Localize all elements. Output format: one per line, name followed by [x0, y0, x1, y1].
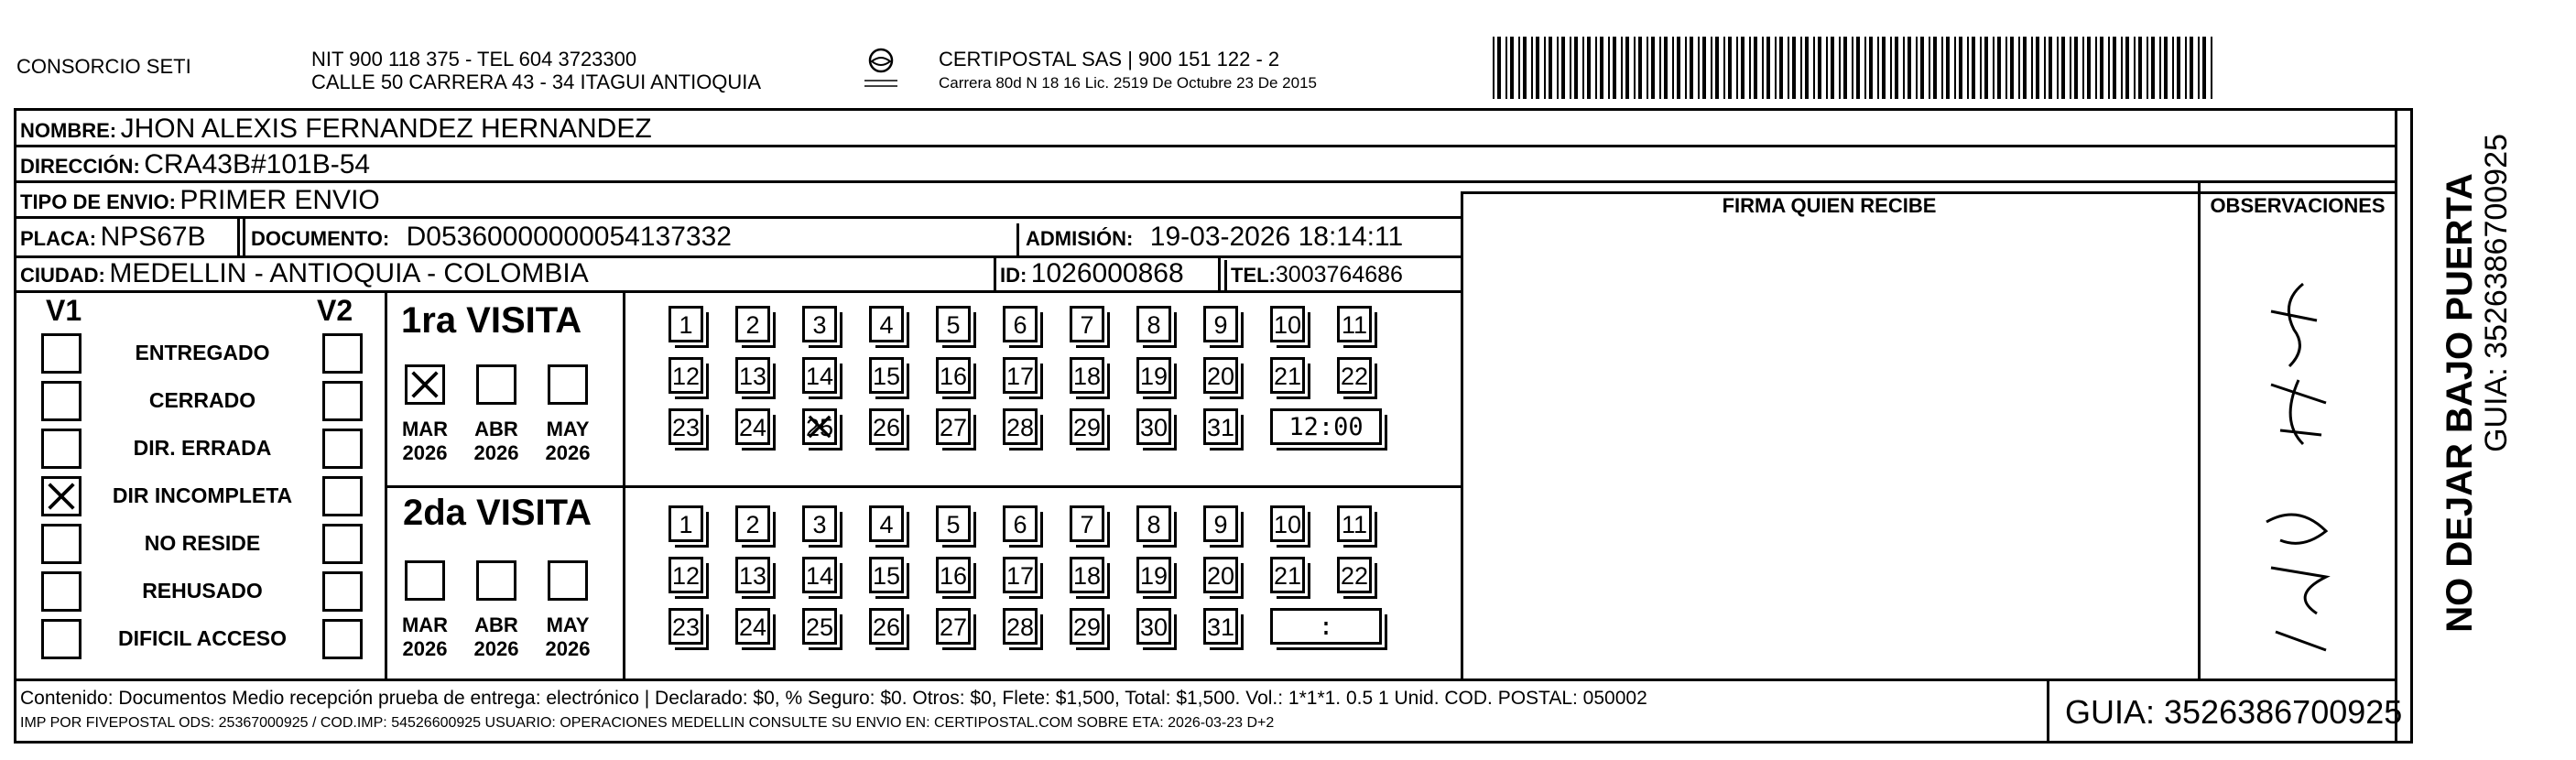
- barcode-bar: [1741, 37, 1745, 99]
- day-box: 14: [802, 557, 837, 593]
- barcode-bar: [2061, 37, 2065, 99]
- barcode-bar: [1664, 37, 1668, 99]
- barcode-bar: [1698, 37, 1700, 99]
- id-label: ID:: [1000, 264, 1027, 287]
- barcode-bar: [1831, 37, 1834, 99]
- barcode-bar: [1818, 37, 1821, 99]
- month-label: MAY 2026: [545, 613, 591, 661]
- status-option-label: DIR INCOMPLETA: [112, 483, 293, 507]
- day-box: 24: [735, 408, 770, 445]
- placa-label: PLACA:: [20, 227, 97, 250]
- v2-checkbox: [322, 476, 363, 516]
- barcode-bar: [1805, 37, 1809, 99]
- barcode-bar: [1788, 37, 1789, 99]
- day-box: 6: [1003, 306, 1038, 342]
- v1-checkbox: [41, 476, 82, 516]
- ciudad-label: CIUDAD:: [20, 264, 105, 287]
- id-value: 1026000868: [1030, 258, 1184, 288]
- barcode-bar: [1993, 37, 1994, 99]
- month-checkbox: [405, 364, 445, 405]
- day-box: 4: [869, 505, 904, 542]
- documento-value: D05360000000054137332: [406, 222, 732, 252]
- day-box: 10: [1270, 505, 1305, 542]
- barcode-bar: [2108, 37, 2110, 99]
- barcode-bar: [1775, 37, 1777, 99]
- day-box: 5: [936, 306, 971, 342]
- day-box: 28: [1003, 608, 1038, 645]
- barcode-bar: [1493, 37, 1495, 99]
- barcode-bar: [1903, 37, 1905, 99]
- barcode-bar: [1869, 37, 1873, 99]
- day-box: 3: [802, 505, 837, 542]
- barcode-bar: [2036, 37, 2039, 99]
- barcode-bar: [1920, 37, 1924, 99]
- barcode-bar: [1839, 37, 1841, 99]
- barcode-bar: [2100, 37, 2103, 99]
- v1-checkbox: [41, 429, 82, 469]
- barcode-bar: [1600, 37, 1603, 99]
- day-box: 21: [1270, 557, 1305, 593]
- address-line: CALLE 50 CARRERA 43 - 34 ITAGUI ANTIOQUIA: [311, 71, 762, 93]
- barcode-bar: [2134, 37, 2136, 99]
- day-box: 12: [668, 557, 703, 593]
- day-box: 7: [1070, 505, 1104, 542]
- barcode-bar: [1638, 37, 1642, 99]
- barcode-bar: [1933, 37, 1937, 99]
- barcode-bar: [1595, 37, 1597, 99]
- v2-checkbox: [322, 429, 363, 469]
- v1-checkbox: [41, 333, 82, 374]
- day-box: 23: [668, 408, 703, 445]
- day-box: 15: [869, 557, 904, 593]
- day-box: 8: [1136, 306, 1171, 342]
- barcode-bar: [1647, 37, 1648, 99]
- barcode-bar: [1518, 37, 1520, 99]
- barcode-bar: [2164, 37, 2168, 99]
- day-box: 24: [735, 608, 770, 645]
- documento-label: DOCUMENTO:: [251, 227, 390, 250]
- day-box: 20: [1203, 557, 1238, 593]
- day-box: 29: [1070, 408, 1104, 445]
- month-label: MAR 2026: [401, 613, 449, 661]
- certi-license: Carrera 80d N 18 16 Lic. 2519 De Octubre 23 De 2015: [939, 74, 1317, 92]
- barcode-bar: [1634, 37, 1636, 99]
- month-label: MAR 2026: [401, 418, 449, 465]
- month-label: ABR 2026: [473, 418, 519, 465]
- observaciones-handwriting: [2216, 247, 2376, 678]
- footer-content: Contenido: Documentos Medio recepción prueba de entrega: electrónico | Declarado: $0, % Seguro: $0. Otros: $0, Flete: $1,500, Total: $1,500. Vol.: 1*1*1. 0.5 1 Unid. COD. POSTAL: 050002: [20, 688, 1647, 709]
- barcode-bar: [1736, 37, 1738, 99]
- nombre-value: JHON ALEXIS FERNANDEZ HERNANDEZ: [120, 114, 652, 144]
- barcode-bar: [1941, 37, 1943, 99]
- v2-checkbox: [322, 381, 363, 421]
- barcode-bar: [2125, 37, 2129, 99]
- barcode-bar: [1984, 37, 1988, 99]
- barcode-bar: [1685, 37, 1687, 99]
- barcode-bar: [1792, 37, 1796, 99]
- day-box: 23: [668, 608, 703, 645]
- barcode-bar: [1882, 37, 1886, 99]
- barcode-bar: [2082, 37, 2084, 99]
- barcode-bar: [1895, 37, 1898, 99]
- barcode-bar: [1877, 37, 1879, 99]
- day-box: 1: [668, 505, 703, 542]
- barcode-bar: [1800, 37, 1802, 99]
- status-option-label: DIR. ERRADA: [133, 436, 272, 460]
- day-box: 20: [1203, 357, 1238, 394]
- tipo-value: PRIMER ENVIO: [179, 185, 380, 215]
- barcode-bar: [1613, 37, 1616, 99]
- barcode-bar: [2172, 37, 2174, 99]
- barcode: [1493, 37, 2225, 99]
- direccion-value: CRA43B#101B-54: [144, 149, 371, 179]
- day-box: 22: [1337, 557, 1372, 593]
- day-box: 16: [936, 557, 971, 593]
- day-box: 8: [1136, 505, 1171, 542]
- barcode-bar: [1916, 37, 1918, 99]
- barcode-bar: [1723, 37, 1725, 99]
- barcode-bar: [1544, 37, 1546, 99]
- day-box: 19: [1136, 357, 1171, 394]
- month-label: MAY 2026: [545, 418, 591, 465]
- day-box: 2: [735, 505, 770, 542]
- v2-checkbox: [322, 619, 363, 659]
- ciudad-value: MEDELLIN - ANTIOQUIA - COLOMBIA: [109, 258, 589, 288]
- tipo-label: TIPO DE ENVIO:: [20, 190, 176, 213]
- day-box: 10: [1270, 306, 1305, 342]
- barcode-bar: [1690, 37, 1693, 99]
- barcode-bar: [1843, 37, 1847, 99]
- barcode-bar: [2070, 37, 2071, 99]
- no-dejar-bajo-puerta: NO DEJAR BAJO PUERTA: [2440, 173, 2480, 633]
- day-box: 19: [1136, 557, 1171, 593]
- status-option-label: REHUSADO: [142, 579, 263, 603]
- day-box: 26: [869, 608, 904, 645]
- placa-value: NPS67B: [100, 222, 206, 252]
- day-box: 17: [1003, 557, 1038, 593]
- v1-checkbox: [41, 524, 82, 564]
- barcode-bar: [1980, 37, 1982, 99]
- barcode-bar: [1531, 37, 1533, 99]
- day-box: 2: [735, 306, 770, 342]
- visit2-title: 2da VISITA: [403, 493, 592, 533]
- day-box: 4: [869, 306, 904, 342]
- day-box: 14: [802, 357, 837, 394]
- side-guia: GUIA: 3526386700925: [2479, 134, 2514, 452]
- barcode-bar: [1766, 37, 1770, 99]
- day-box: 16: [936, 357, 971, 394]
- barcode-bar: [1659, 37, 1661, 99]
- day-box: 31: [1203, 608, 1238, 645]
- day-box: 13: [735, 557, 770, 593]
- status-option-label: CERRADO: [148, 388, 256, 412]
- barcode-bar: [1715, 37, 1719, 99]
- day-box: 18: [1070, 557, 1104, 593]
- v2-checkbox: [322, 333, 363, 374]
- barcode-bar: [1864, 37, 1866, 99]
- day-box: 18: [1070, 357, 1104, 394]
- day-box: 7: [1070, 306, 1104, 342]
- visit1-title: 1ra VISITA: [401, 300, 582, 341]
- day-box: 9: [1203, 505, 1238, 542]
- barcode-bar: [1608, 37, 1610, 99]
- nombre-label: NOMBRE:: [20, 119, 117, 142]
- barcode-bar: [2177, 37, 2180, 99]
- company-name: CONSORCIO SETI: [16, 55, 191, 78]
- day-box: 12: [668, 357, 703, 394]
- month-checkbox: [548, 364, 588, 405]
- barcode-bar: [2147, 37, 2148, 99]
- barcode-bar: [1702, 37, 1706, 99]
- barcode-bar: [1672, 37, 1674, 99]
- day-box: 25: [802, 608, 837, 645]
- barcode-bar: [2049, 37, 2052, 99]
- barcode-bar: [2031, 37, 2033, 99]
- tel-label: TEL:: [1231, 264, 1276, 287]
- status-option-label: DIFICIL ACCESO: [117, 626, 287, 650]
- day-box: 17: [1003, 357, 1038, 394]
- barcode-bar: [1549, 37, 1552, 99]
- barcode-bar: [2211, 37, 2212, 99]
- v2-checkbox: [322, 571, 363, 612]
- v1-checkbox: [41, 619, 82, 659]
- month-checkbox: [476, 364, 516, 405]
- barcode-bar: [1852, 37, 1853, 99]
- barcode-bar: [1997, 37, 2001, 99]
- day-box: 11: [1337, 306, 1372, 342]
- barcode-bar: [2087, 37, 2091, 99]
- barcode-bar: [1890, 37, 1892, 99]
- barcode-bar: [1946, 37, 1950, 99]
- barcode-bar: [1908, 37, 1911, 99]
- barcode-bar: [1621, 37, 1623, 99]
- barcode-bar: [1826, 37, 1828, 99]
- barcode-bar: [1536, 37, 1539, 99]
- barcode-bar: [1967, 37, 1969, 99]
- day-box: 6: [1003, 505, 1038, 542]
- barcode-bar: [1954, 37, 1956, 99]
- barcode-bar: [1510, 37, 1514, 99]
- barcode-bar: [1582, 37, 1584, 99]
- v1-checkbox: [41, 571, 82, 612]
- day-box: 1: [668, 306, 703, 342]
- month-checkbox: [548, 560, 588, 601]
- admision-value: 19-03-2026 18:14:11: [1149, 222, 1404, 252]
- day-box: 9: [1203, 306, 1238, 342]
- barcode-bar: [1762, 37, 1764, 99]
- day-box: 3: [802, 306, 837, 342]
- day-box: 30: [1136, 408, 1171, 445]
- barcode-bar: [1557, 37, 1559, 99]
- day-box: 15: [869, 357, 904, 394]
- month-label: ABR 2026: [473, 613, 519, 661]
- time-box: :: [1270, 608, 1382, 645]
- barcode-bar: [2095, 37, 2097, 99]
- barcode-bar: [1749, 37, 1751, 99]
- day-box: 29: [1070, 608, 1104, 645]
- barcode-bar: [2023, 37, 2027, 99]
- day-box: 26: [869, 408, 904, 445]
- day-box: 13: [735, 357, 770, 394]
- tel-value: 3003764686: [1275, 262, 1403, 288]
- day-box: 28: [1003, 408, 1038, 445]
- observaciones-header: OBSERVACIONES: [2210, 194, 2386, 217]
- barcode-bar: [2044, 37, 2046, 99]
- barcode-bar: [2138, 37, 2142, 99]
- barcode-bar: [2005, 37, 2007, 99]
- barcode-bar: [1574, 37, 1578, 99]
- barcode-bar: [2018, 37, 2020, 99]
- month-checkbox: [405, 560, 445, 601]
- barcode-bar: [1972, 37, 1975, 99]
- barcode-bar: [1959, 37, 1962, 99]
- status-option-label: NO RESIDE: [144, 531, 261, 555]
- barcode-bar: [1651, 37, 1655, 99]
- barcode-bar: [2185, 37, 2187, 99]
- barcode-bar: [1587, 37, 1591, 99]
- barcode-bar: [2121, 37, 2123, 99]
- barcode-bar: [1813, 37, 1815, 99]
- month-checkbox: [476, 560, 516, 601]
- day-box: 21: [1270, 357, 1305, 394]
- day-box: 25: [802, 408, 837, 445]
- day-box: 22: [1337, 357, 1372, 394]
- day-box: 27: [936, 608, 971, 645]
- certi-line: CERTIPOSTAL SAS | 900 151 122 - 2: [939, 48, 1280, 71]
- v2-label: V2: [317, 294, 353, 327]
- barcode-bar: [2198, 37, 2200, 99]
- direccion-label: DIRECCIÓN:: [20, 155, 140, 178]
- nit-line: NIT 900 118 375 - TEL 604 3723300: [311, 48, 637, 71]
- barcode-bar: [2190, 37, 2193, 99]
- barcode-bar: [1677, 37, 1680, 99]
- day-box: 27: [936, 408, 971, 445]
- day-box: 11: [1337, 505, 1372, 542]
- barcode-bar: [1523, 37, 1527, 99]
- barcode-bar: [1754, 37, 1757, 99]
- barcode-bar: [1929, 37, 1930, 99]
- barcode-bar: [1505, 37, 1507, 99]
- barcode-bar: [1497, 37, 1501, 99]
- barcode-bar: [2159, 37, 2161, 99]
- v1-checkbox: [41, 381, 82, 421]
- barcode-bar: [2113, 37, 2116, 99]
- barcode-bar: [2202, 37, 2206, 99]
- admision-label: ADMISIÓN:: [1026, 227, 1134, 250]
- barcode-bar: [1561, 37, 1565, 99]
- barcode-bar: [2074, 37, 2078, 99]
- barcode-bar: [1856, 37, 1860, 99]
- barcode-bar: [1779, 37, 1783, 99]
- footer-guia: GUIA: 3526386700925: [2065, 693, 2403, 731]
- v2-checkbox: [322, 524, 363, 564]
- v1-label: V1: [46, 294, 82, 327]
- day-box: 31: [1203, 408, 1238, 445]
- footer-impresion: IMP POR FIVEPOSTAL ODS: 25367000925 / COD.IMP: 54526600925 USUARIO: OPERACIONES MEDELLIN CONSULTE SU ENVIO EN: CERTIPOSTAL.COM SOBRE ETA: 2026-03-23 D+2: [20, 715, 1275, 731]
- day-box: 5: [936, 505, 971, 542]
- time-box: 12:00: [1270, 408, 1382, 445]
- barcode-bar: [2151, 37, 2155, 99]
- barcode-bar: [2010, 37, 2014, 99]
- barcode-bar: [1625, 37, 1629, 99]
- barcode-bar: [1711, 37, 1712, 99]
- barcode-bar: [1570, 37, 1571, 99]
- barcode-bar: [1728, 37, 1732, 99]
- certipostal-logo: [861, 46, 901, 95]
- status-option-label: ENTREGADO: [135, 341, 270, 364]
- barcode-bar: [2057, 37, 2059, 99]
- firma-header: FIRMA QUIEN RECIBE: [1722, 194, 1937, 217]
- day-box: 30: [1136, 608, 1171, 645]
